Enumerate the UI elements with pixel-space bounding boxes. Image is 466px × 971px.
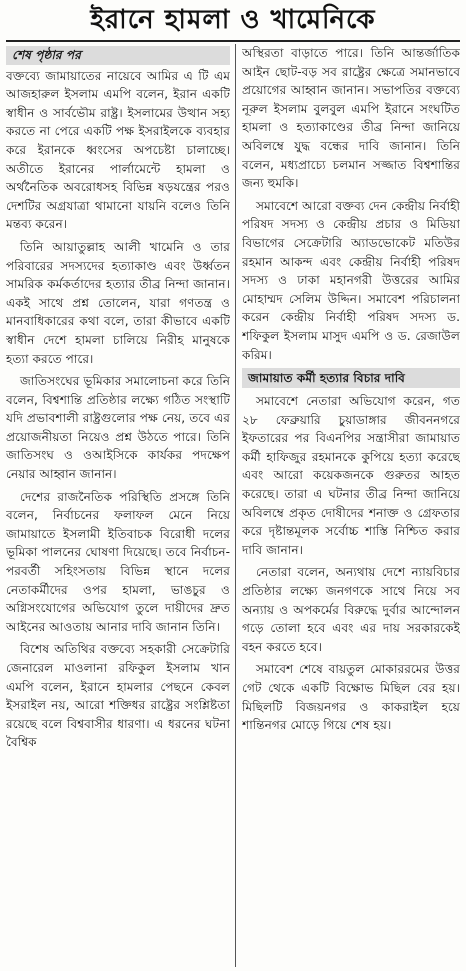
- paragraph: বক্তব্যে জামায়াতের নায়েবে আমির এ টি এম আজহারুল ইসলাম এমপি বলেন, ইরান একটি স্বাধীন ও সার্বভৌম রাষ্ট্র। ইসলামের উত্থান সহ্য করতে না পেরে একটি পক্ষ ইসরাইলকে ব্যবহার করে ইরানকে ধ্বংসের অপচেষ্টা চালাচ্ছে। অতীতে ইরানের পার্লামেন্টে হামলা ও অর্থনৈতিক অবরোধসহ বিভিন্ন ষড়যন্ত্রের পরও দেশটির অগ্রযাত্রা থামানো যায়নি বলেও তিনি মন্তব্য করেন।: [6, 68, 230, 232]
- paragraph: সমাবেশে নেতারা অভিযোগ করেন, গত ২৮ ফেব্রুয়ারি চুয়াডাঙ্গার জীবননগরে ইফতারের পর বিএনপির সন্ত্রাসীরা জামায়াত কর্মী হাফিজুর রহমানকে কুপিয়ে হত্যা করেছে এবং আরো কয়েকজনকে গুরুতর আহত করেছে। তারা এ ঘটনার তীব্র নিন্দা জানিয়ে অবিলম্বে প্রকৃত দোষীদের শনাক্ত ও গ্রেফতার করে দৃষ্টান্তমূলক সর্বোচ্চ শাস্তি নিশ্চিত করার দাবি জানান।: [242, 394, 460, 557]
- right-column: [242, 44, 460, 969]
- paragraph: অস্থিরতা বাড়াতে পারে। তিনি আন্তর্জাতিক আইন ছোট-বড় সব রাষ্ট্রের ক্ষেত্রে সমানভাবে প্রয়োগের আহ্বান জানান। সভাপতির বক্তব্যে নূরুল ইসলাম বুলবুল এমপি ইরানে সংঘটিত হামলা ও হত্যাকাণ্ডের তীব্র নিন্দা জানিয়ে অবিলম্বে যুদ্ধ বন্ধের দাবি জানান। তিনি বলেন, মধ্যপ্রাচ্যে চলমান সজ্জাত বিশ্বশান্তির জন্য হুমকি।: [242, 46, 460, 191]
- headline-rule: [6, 40, 460, 42]
- headline: ইরানে হামলা ও খামেনিকে: [90, 5, 376, 35]
- paragraph: সমাবেশে আরো বক্তব্য দেন কেন্দ্রীয় নির্বাহী পরিষদ সদস্য ও কেন্দ্রীয় প্রচার ও মিডিয়া বিভাগের সেক্রেটারি অ্যাডভোকেট মতিউর রহমান আকন্দ এবং কেন্দ্রীয় নির্বাহী পরিষদ সদস্য ও ঢাকা মহানগরী উত্তরের আমির মোহাম্মদ সেলিম উদ্দিন। সমাবেশ পরিচালনা করেন কেন্দ্রীয় নির্বাহী পরিষদ সদস্য ড. শফিকুল ইসলাম মাসুদ এমপি ও ড. রেজাউল করিম।: [242, 198, 460, 362]
- left-column: [6, 44, 230, 969]
- column-divider: [235, 44, 236, 967]
- section-subheading: জামায়াত কর্মী হত্যার বিচার দাবি: [242, 368, 460, 388]
- paragraph: তিনি আয়াতুল্লাহ আলী খামেনি ও তার পরিবারের সদস্যদের হত্যাকাণ্ড এবং উর্ধ্বতন সামরিক কর্মকর্তাদের হত্যার তীব্র নিন্দা জানান। একই সাথে প্রশ্ন তোলেন, যারা গণতন্ত্র ও মানবাধিকারের কথা বলে, তারা কীভাবে একটি স্বাধীন দেশে হামলা চালিয়ে নিরীহ মানুষকে হত্যা করতে পারে।: [6, 239, 230, 366]
- paragraph: দেশের রাজনৈতিক পরিস্থিতি প্রসঙ্গে তিনি বলেন, নির্বাচনের ফলাফল মেনে নিয়ে জামায়াতে ইসলামী ইতিবাচক বিরোধী দলের ভূমিকা পালনের ঘোষণা দিয়েছে। তবে নির্বাচন-পরবর্তী সহিংসতায় বিভিন্ন স্থানে দলের নেতাকর্মীদের ওপর হামলা, ভাঙচুর ও অগ্নিসংযোগের অভিযোগ তুলে দায়ীদের দ্রুত আইনের আওতায় আনার দাবি জানান তিনি।: [6, 489, 230, 634]
- continued-label: শেষ পৃষ্ঠার পর: [6, 46, 230, 65]
- paragraph: জাতিসংঘের ভূমিকার সমালোচনা করে তিনি বলেন, বিশ্বশান্তি প্রতিষ্ঠার লক্ষ্যে গঠিত সংস্থাটি যদি প্রভাবশালী রাষ্ট্রগুলোর পক্ষ নেয়, তবে এর প্রয়োজনীয়তা নিয়েও প্রশ্ন উঠতে পারে। তিনি জাতিসংঘ ও ওআইসিকে কার্যকর পদক্ষেপ নেয়ার আহ্বান জানান।: [6, 374, 230, 482]
- paragraph: সমাবেশ শেষে বায়তুল মোকাররমের উত্তর গেট থেকে একটি বিক্ষোভ মিছিল বের হয়। মিছিলটি বিজয়নগর ও কাকরাইল হয়ে শান্তিনগর মোড়ে গিয়ে শেষ হয়।: [242, 662, 460, 733]
- paragraph: নেতারা বলেন, অন্যথায় দেশে ন্যায়বিচার প্রতিষ্ঠার লক্ষ্যে জনগণকে সাথে নিয়ে সব অন্যায় ও অপকর্মের বিরুদ্ধে দুর্বার আন্দোলন গড়ে তোলা হবে এবং এর দায় সরকারকেই বহন করতে হবে।: [242, 565, 460, 654]
- paragraph: বিশেষ অতিথির বক্তব্যে সহকারী সেক্রেটারি জেনারেল মাওলানা রফিকুল ইসলাম খান এমপি বলেন, ইরানে হামলার পেছনে কেবল ইসরাইল নয়, আরো শক্তিধর রাষ্ট্রের সংশ্লিষ্টতা রয়েছে বলে বিশ্ববাসীর ধারণা। এ ধরনের ঘটনা বৈশ্বিক: [6, 642, 230, 750]
